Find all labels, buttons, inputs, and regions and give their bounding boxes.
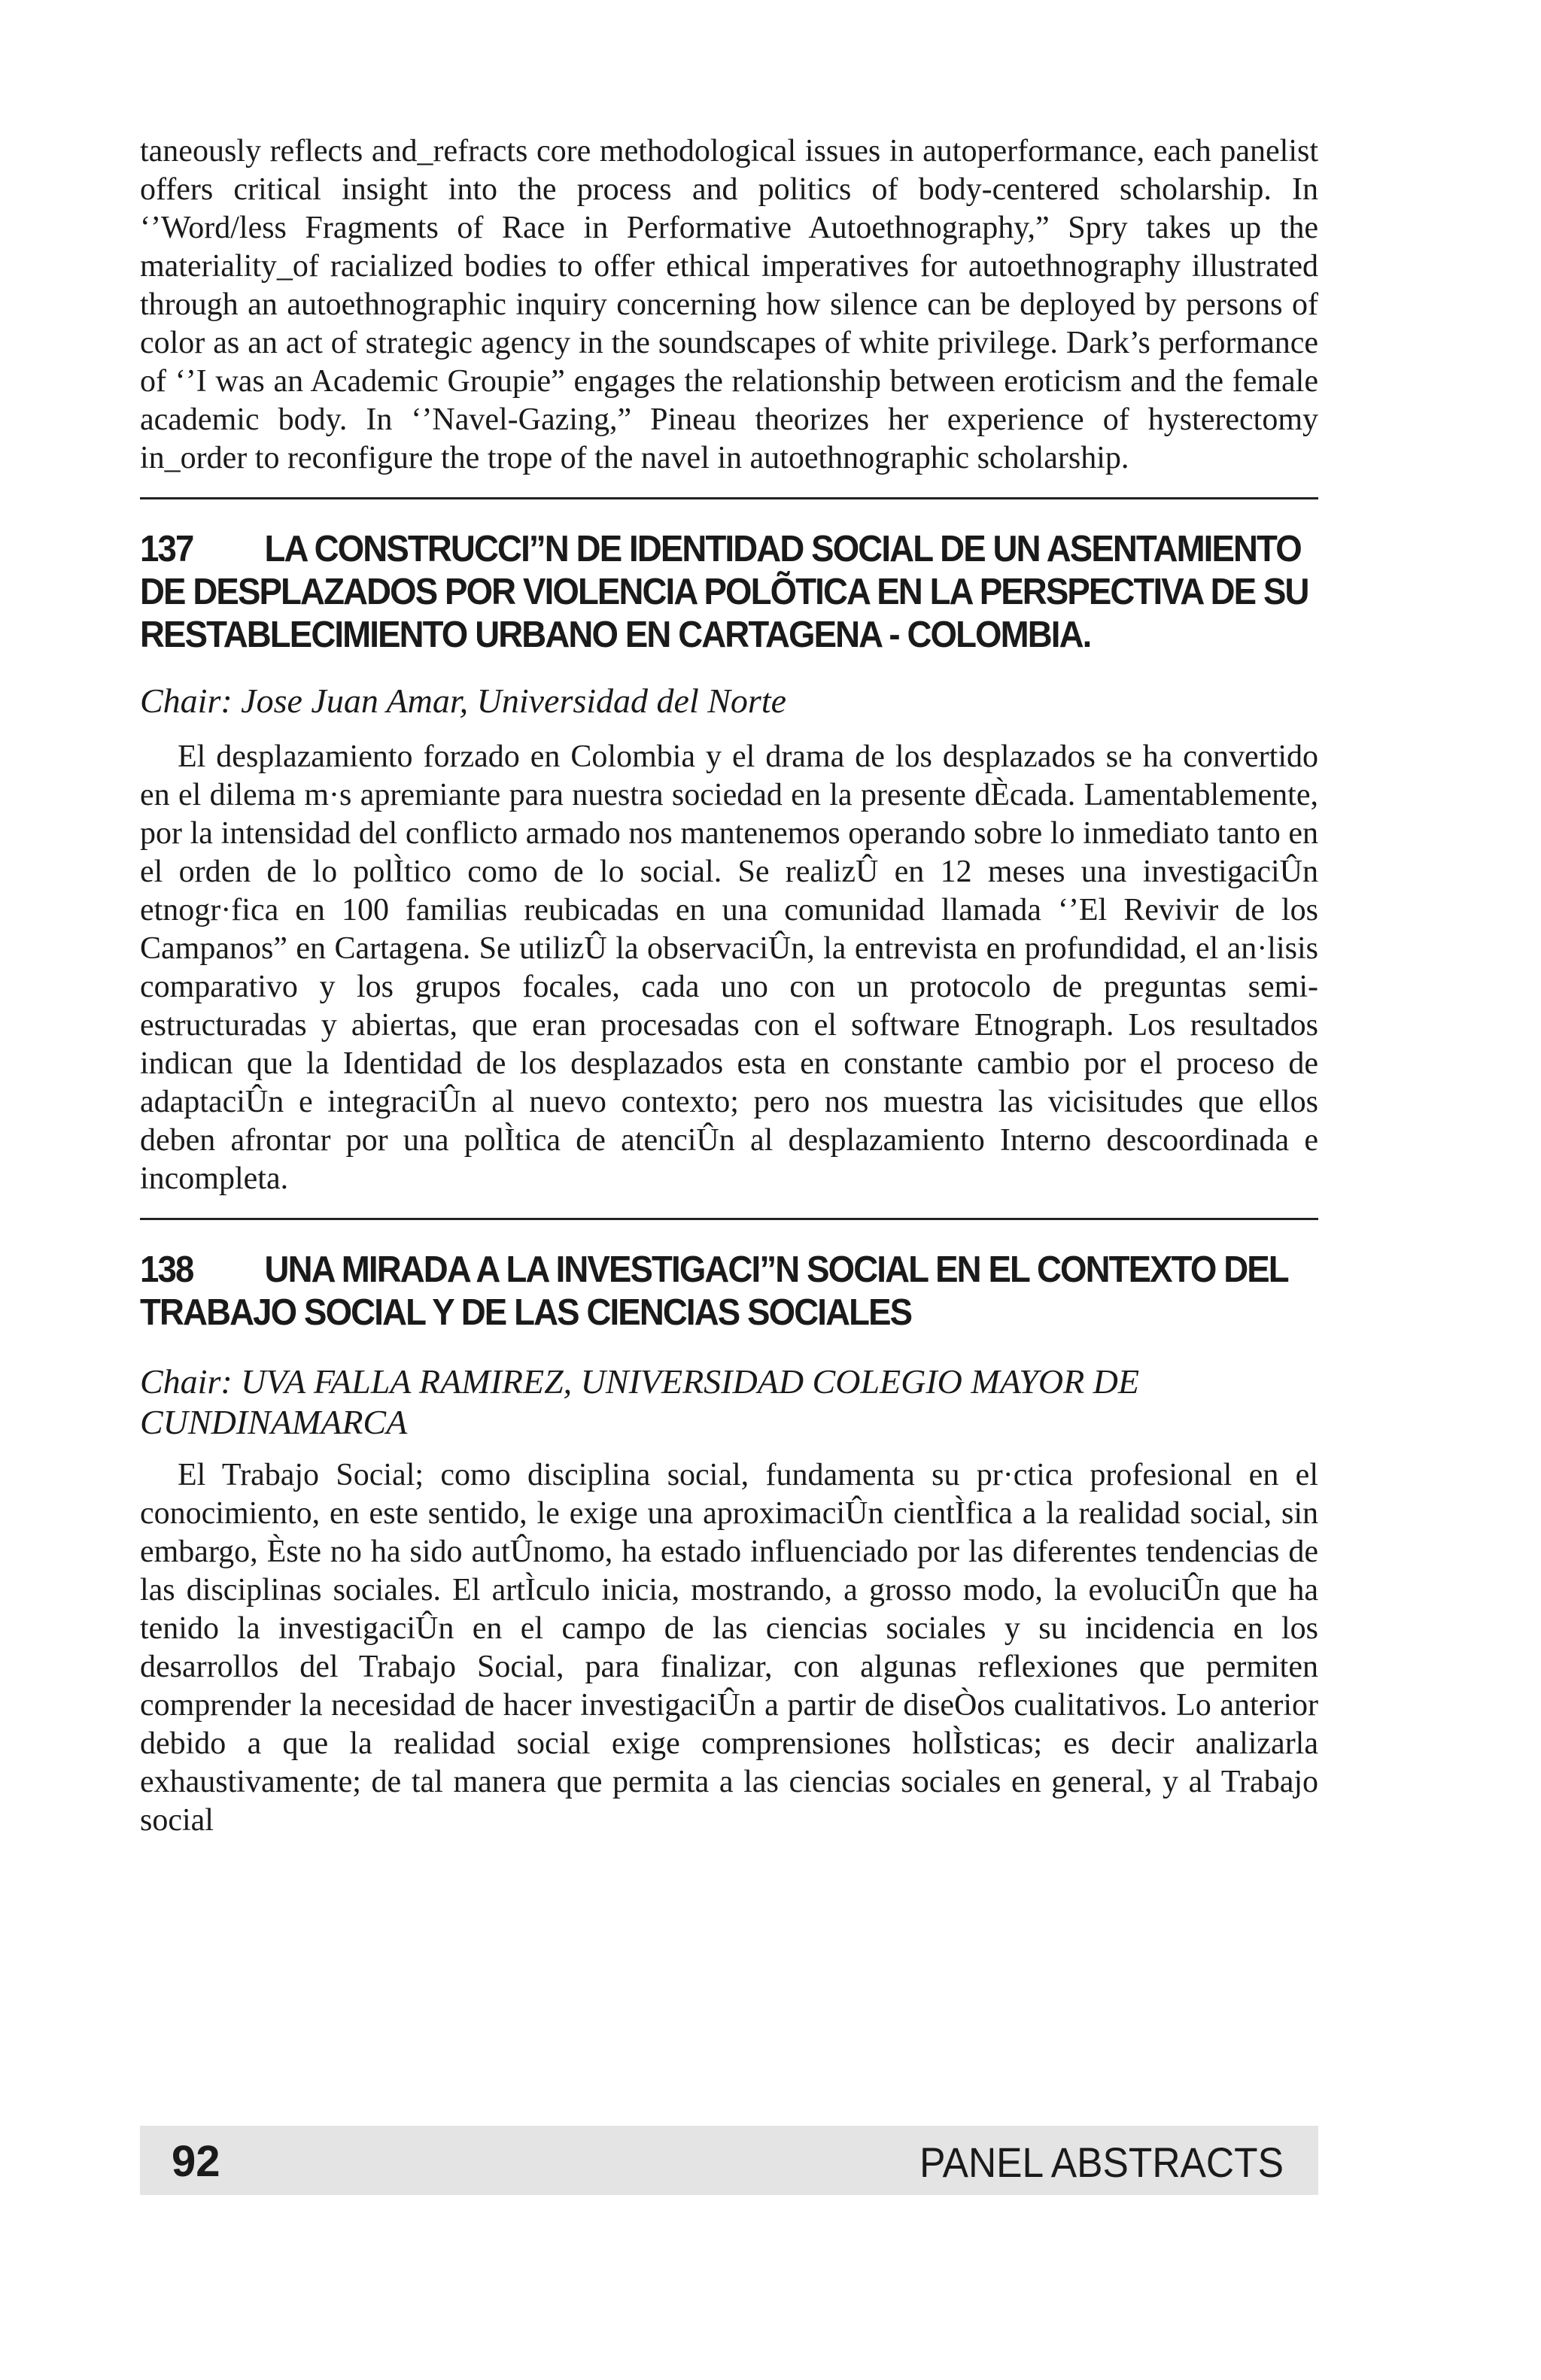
panel-number: 137 <box>140 529 193 569</box>
panel-title-text: LA CONSTRUCCI”N DE IDENTIDAD SOCIAL DE UN ASENTAMIENTO DE DESPLAZADOS POR VIOLENCIA POLÕTICA EN LA PERSPECTIVA DE SU RESTABLECIMIENTO URBANO EN CARTAGENA - COLOMBIA. <box>140 529 1308 655</box>
panel-number: 138 <box>140 1249 193 1290</box>
page-content <box>140 132 1318 1840</box>
panel-138 <box>140 1249 1318 1840</box>
panel-abstract: El Trabajo Social; como disciplina social, fundamenta su pr·ctica profesional en el conocimiento, en este sentido, le exige una aproximaciÛn cientÌfica a la realidad social, sin embargo, Èste no ha sido autÛnomo, ha estado influenciado por las diferentes tendencias de las disciplinas sociales. El artÌculo inicia, mostrando, a grosso modo, la evoluciÛn que ha tenido la investigaciÛn en el campo de las ciencias sociales y su incidencia en los desarrollos del Trabajo Social, para finalizar, con algunas reflexiones que permiten comprender la necesidad de hacer investigaciÛn a partir de diseÒos cualitativos. Lo anterior debido a que la realidad social exige comprensiones holÌsticas; es decir analizarla exhaustivamente; de tal manera que permita a las ciencias sociales en general, y al Trabajo social <box>140 1458 1318 1838</box>
section-divider <box>140 497 1318 499</box>
panel-title <box>140 528 1324 657</box>
panel-137 <box>140 528 1318 1198</box>
panel-title <box>140 1249 1324 1334</box>
page-footer <box>140 2126 1318 2195</box>
page-number: 92 <box>172 2137 220 2186</box>
panel-title-text: UNA MIRADA A LA INVESTIGACI”N SOCIAL EN EL CONTEXTO DEL TRABAJO SOCIAL Y DE LAS CIENCIAS SOCIALES <box>140 1249 1287 1333</box>
intro-paragraph: taneously reflects and_refracts core methodological issues in autoperformance, each panelist offers critical insight into the process and politics of body-centered scholarship. In ‘’Word/less Fragments of Race in Performative Autoethnography,” Spry takes up the materiality_of racialized bodies to offer ethical imperatives for autoethnography illustrated through an autoethnographic inquiry concerning how silence can be deployed by persons of color as an act of strategic agency in the soundscapes of white privilege. Dark’s performance of ‘’I was an Academic Groupie” engages the relationship between eroticism and the female academic body. In ‘’Navel-Gazing,” Pineau theorizes her experience of hysterectomy in_order to reconfigure the trope of the navel in autoethnographic scholarship. <box>140 134 1318 475</box>
running-section-title: PANEL ABSTRACTS <box>919 2139 1284 2186</box>
panel-chair: Chair: Jose Juan Amar, Universidad del Norte <box>140 682 787 720</box>
panel-chair: Chair: UVA FALLA RAMIREZ, UNIVERSIDAD COLEGIO MAYOR DE CUNDINAMARCA <box>140 1362 1139 1441</box>
panel-abstract: El desplazamiento forzado en Colombia y el drama de los desplazados se ha convertido en el dilema m·s apremiante para nuestra sociedad en la presente dÈcada. Lamentablemente, por la intensidad del conflicto armado nos mantenemos operando sobre lo inmediato tanto en el orden de lo polÌtico como de lo social. Se realizÛ en 12 meses una investigaciÛn etnogr·fica en 100 familias reubicadas en una comunidad llamada ‘’El Revivir de los Campanos” en Cartagena. Se utilizÛ la observaciÛn, la entrevista en profundidad, el an·lisis comparativo y los grupos focales, cada uno con un protocolo de preguntas semi-estructuradas y abiertas, que eran procesadas con el software Etnograph. Los resultados indican que la Identidad de los desplazados esta en constante cambio por el proceso de adaptaciÛn e integraciÛn al nuevo contexto; pero nos muestra las vicisitudes que ellos deben afrontar por una polÌtica de atenciÛn al desplazamiento Interno descoordinada e incompleta. <box>140 739 1318 1196</box>
section-divider <box>140 1218 1318 1220</box>
